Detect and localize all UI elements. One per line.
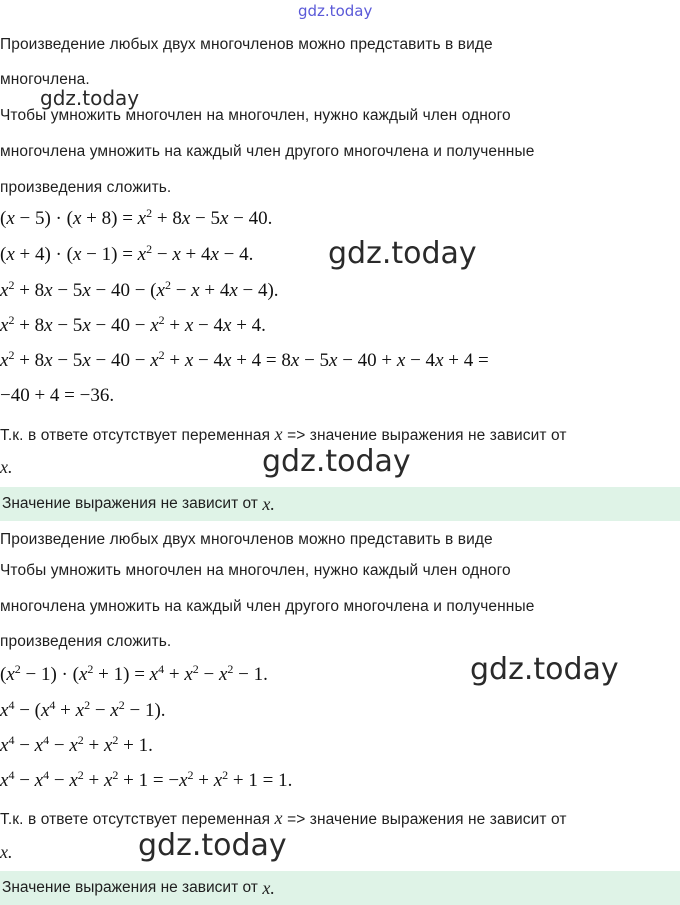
watermark: gdz.today — [262, 444, 411, 479]
equation: −40 + 4 = −36. — [0, 385, 115, 406]
equation: $x^4 - x^4 - x^2 + x^2 + 1 = -x^2 + x^2 + 1 = 1$. — [0, 768, 293, 791]
rule-text: многочлена умножить на каждый член другого многочлена и полученные — [0, 598, 535, 615]
conclusion-text: x. — [0, 457, 13, 477]
conclusion-text: Т.к. в ответе отсутствует переменная x => значение выражения не зависит от — [0, 424, 567, 444]
equation: $(x^2 - 1) \cdot (x^2 + 1) = x^4 + x^2 - x^2 - 1$. — [0, 662, 268, 685]
rule-text: Чтобы умножить многочлен на многочлен, нужно каждый член одного — [0, 562, 511, 579]
conclusion-text: Т.к. в ответе отсутствует переменная x => значение выражения не зависит от — [0, 808, 567, 828]
watermark: gdz.today — [40, 86, 140, 110]
rule-text: многочлена умножить на каждый член другого многочлена и полученные — [0, 143, 535, 160]
equation: $x^4 - (x^4 + x^2 - x^2 - 1)$. — [0, 698, 166, 721]
equation: $x^2 + 8x - 5x - 40 - x^2 + x - 4x + 4$. — [0, 313, 266, 336]
watermark: gdz.today — [138, 828, 287, 863]
rule-text: произведения сложить. — [0, 179, 172, 196]
answer-box: Значение выражения не зависит от x. — [0, 871, 680, 905]
answer-box: Значение выражения не зависит от x. — [0, 487, 680, 521]
watermark: gdz.today — [470, 652, 619, 687]
watermark: gdz.today — [298, 2, 373, 20]
equation: $x^4 - x^4 - x^2 + x^2 + 1$. — [0, 733, 153, 756]
conclusion-text: x. — [0, 842, 13, 862]
equation: $x^2 + 8x - 5x - 40 - (x^2 - x + 4x - 4)$. — [0, 278, 279, 301]
intro-text: Произведение любых двух многочленов можно представить в виде — [0, 531, 493, 548]
rule-text: Чтобы умножить многочлен на многочлен, нужно каждый член одного — [0, 107, 511, 124]
rule-text: произведения сложить. — [0, 633, 172, 650]
equation: $x^2 + 8x - 5x - 40 - x^2 + x - 4x + 4 = 8x - 5x - 40 + x - 4x + 4$ = — [0, 348, 489, 371]
equation: $(x + 4) \cdot (x - 1) = x^2 - x + 4x - 4$. — [0, 242, 254, 265]
intro-text: Произведение любых двух многочленов можно представить в виде — [0, 36, 493, 53]
equation: $(x - 5) \cdot (x + 8) = x^2 + 8x - 5x - 40$. — [0, 206, 273, 229]
watermark: gdz.today — [328, 236, 477, 271]
intro-text: многочлена. — [0, 71, 90, 88]
